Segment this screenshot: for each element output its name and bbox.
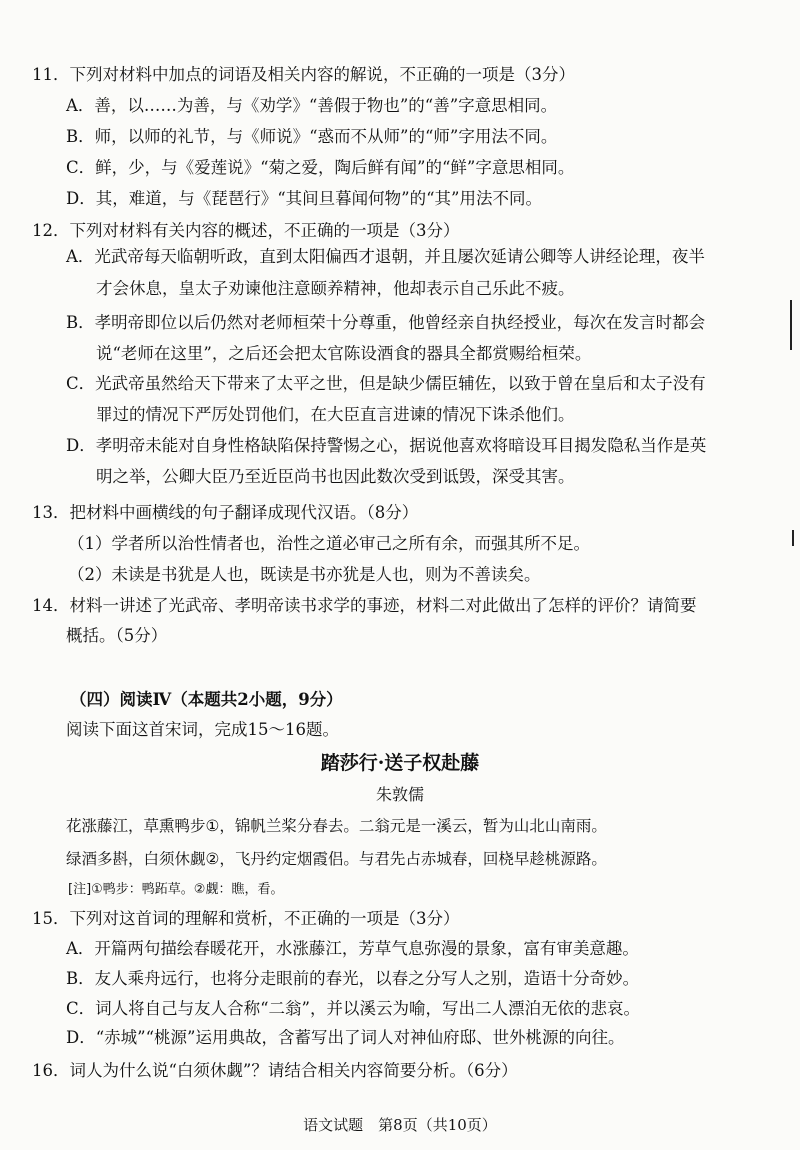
q11-option-d: D．其，难道，与《琵琶行》“其间旦暮闻何物”的“其”用法不同。	[66, 189, 542, 208]
q11-stem: 11．下列对材料中加点的词语及相关内容的解说，不正确的一项是（3分）	[32, 65, 575, 84]
q15-option-c: C．词人将自己与友人合称“二翁”，并以溪云为喻，写出二人漂泊无依的悲哀。	[66, 999, 640, 1018]
margin-mark-top	[790, 300, 792, 350]
q11-option-a: A．善，以……为善，与《劝学》“善假于物也”的“善”字意思相同。	[66, 96, 558, 115]
poem-title: 踏莎行·送子权赴藤	[320, 752, 480, 774]
section-heading: （四）阅读Ⅳ（本题共2小题，9分）	[70, 690, 343, 709]
poem-author: 朱敦儒	[375, 785, 424, 804]
q15-option-b: B．友人乘舟远行，也将分走眼前的春光，以春之分写人之别，造语十分奇妙。	[66, 969, 640, 988]
q12-option-d-line1: D．孝明帝未能对自身性格缺陷保持警惕之心，据说他喜欢将暗设耳目揭发隐私当作是英	[66, 436, 707, 455]
poem-annotation: [注]①鸭步：鸭跖草。②觑：瞧，看。	[68, 882, 284, 897]
poem-line-1: 花涨藤江，草熏鸭步①，锦帆兰桨分春去。二翁元是一溪云，暂为山北山南雨。	[66, 817, 607, 835]
poem-line-2: 绿酒多斟，白须休觑②，飞丹约定烟霞侣。与君先占赤城春，回桡早趁桃源路。	[66, 850, 607, 868]
q12-option-a-line1: A．光武帝每天临朝听政，直到太阳偏西才退朝，并且屡次延请公卿等人讲经论理，夜半	[66, 247, 705, 266]
q13-sentence-2: （2）未读是书犹是人也，既读是书亦犹是人也，则为不善读矣。	[68, 565, 541, 584]
q13-stem: 13．把材料中画横线的句子翻译成现代汉语。（8分）	[32, 503, 419, 522]
page-footer: 语文试题 第8页（共10页）	[303, 1116, 497, 1134]
q12-option-a-line2: 才会休息，皇太子劝谏他注意颐养精神，他却表示自己乐此不疲。	[96, 279, 575, 298]
q15-option-a: A．开篇两句描绘春暖花开，水涨藤江，芳草气息弥漫的景象，富有审美意趣。	[66, 939, 639, 958]
q12-stem: 12．下列对材料有关内容的概述，不正确的一项是（3分）	[32, 221, 460, 240]
q11-option-c: C．鲜，少，与《爱莲说》“菊之爱，陶后鲜有闻”的“鲜”字意思相同。	[66, 158, 575, 177]
q11-option-b: B．师，以师的礼节，与《师说》“惑而不从师”的“师”字用法不同。	[66, 127, 558, 146]
q15-stem: 15．下列对这首词的理解和赏析，不正确的一项是（3分）	[32, 909, 460, 928]
margin-mark-bottom	[792, 530, 794, 546]
q14-line1: 14．材料一讲述了光武帝、孝明帝读书求学的事迹，材料二对此做出了怎样的评价？请简要	[32, 596, 697, 615]
q16-stem: 16．词人为什么说“白须休觑”？请结合相关内容简要分析。（6分）	[32, 1061, 518, 1080]
q15-option-d: D．“赤城”“桃源”运用典故，含蓄写出了词人对神仙府邸、世外桃源的向往。	[66, 1028, 625, 1047]
q12-option-b-line1: B．孝明帝即位以后仍然对老师桓荣十分尊重，他曾经亲自执经授业，每次在发言时都会	[66, 313, 706, 332]
q12-option-c-line2: 罪过的情况下严厉处罚他们，在大臣直言进谏的情况下诛杀他们。	[96, 405, 575, 424]
section-intro: 阅读下面这首宋词，完成15～16题。	[66, 720, 339, 739]
q12-option-b-line2: 说“老师在这里”，之后还会把太官陈设酒食的器具全都赏赐给桓荣。	[96, 344, 592, 363]
q12-option-c-line1: C．光武帝虽然给天下带来了太平之世，但是缺少儒臣辅佐，以致于曾在皇后和太子没有	[66, 374, 706, 393]
q14-line2: 概括。（5分）	[66, 626, 168, 645]
q12-option-d-line2: 明之举，公卿大臣乃至近臣尚书也因此数次受到诋毁，深受其害。	[96, 467, 575, 486]
q13-sentence-1: （1）学者所以治性情者也，治性之道必审己之所有余，而强其所不足。	[68, 534, 590, 553]
